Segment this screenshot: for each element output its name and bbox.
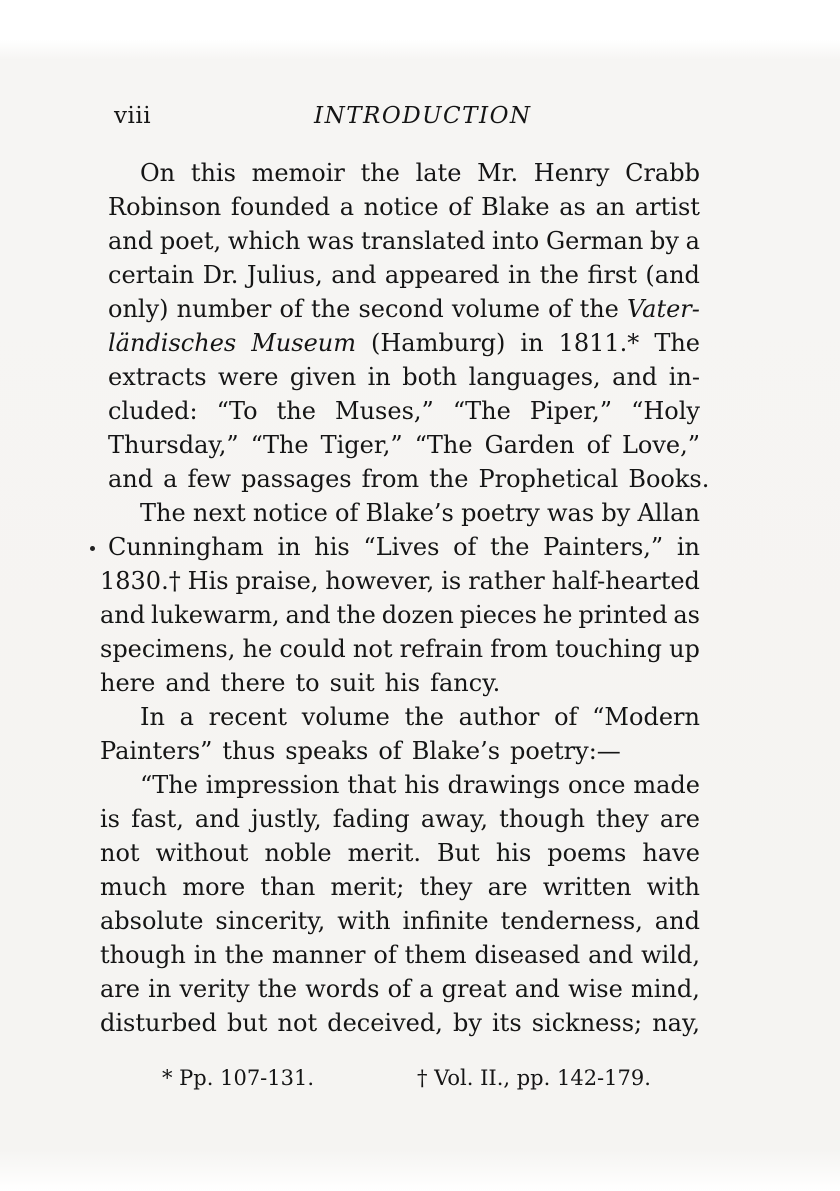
word: as [559, 193, 586, 221]
word: by [452, 1009, 482, 1037]
margin-mark [90, 546, 95, 551]
word: Books. [628, 465, 710, 493]
word: “Lives [363, 533, 440, 561]
word: his [404, 771, 440, 799]
text-line [100, 360, 700, 394]
word: are [100, 975, 140, 1003]
word: sickness; [531, 1009, 643, 1037]
word: “Holy [631, 397, 700, 425]
word: but [226, 1009, 268, 1037]
word: though [100, 941, 186, 969]
word: “The [452, 397, 511, 425]
word: and [588, 941, 634, 969]
word: the [311, 295, 351, 323]
word: in- [668, 363, 700, 391]
word: the [360, 159, 400, 187]
word: recent [208, 703, 288, 731]
word: wise [568, 975, 623, 1003]
word: verity [179, 975, 250, 1003]
word: Crabb [625, 159, 700, 187]
word: tenderness, [500, 907, 643, 935]
word: that [347, 771, 397, 799]
word: of [335, 499, 359, 527]
word: only) [108, 295, 169, 323]
word: cluded: [108, 397, 198, 425]
word: Thursday,” [108, 431, 239, 459]
word: Allan [637, 499, 700, 527]
word: 1811.* [558, 329, 640, 357]
word: of [448, 193, 472, 221]
word: a [419, 975, 434, 1003]
word: he [542, 601, 573, 629]
word: Blake’s [365, 499, 454, 527]
word: is [441, 567, 462, 595]
word: volume [451, 295, 540, 323]
word: of [378, 737, 402, 765]
word: words [305, 975, 380, 1003]
word: few [187, 465, 232, 493]
text-line [100, 224, 700, 258]
word: in [508, 261, 532, 289]
word: though [499, 805, 585, 833]
text-line [100, 598, 700, 632]
word: have [642, 839, 700, 867]
word: of [548, 295, 572, 323]
word: founded [230, 193, 331, 221]
word: passages [241, 465, 352, 493]
word: rather [468, 567, 545, 595]
word: with [337, 907, 391, 935]
word: merit; [330, 873, 405, 901]
word: without [155, 839, 249, 867]
word: the [257, 975, 298, 1003]
word: thus [222, 737, 276, 765]
word: Piper,” [529, 397, 612, 425]
word: of [554, 703, 578, 731]
text-line [100, 666, 700, 700]
word: the [336, 601, 376, 629]
word: poet, [159, 227, 222, 255]
word: disturbed [100, 1009, 217, 1037]
word: once [567, 771, 626, 799]
word: not [277, 1009, 318, 1037]
word: made [633, 771, 700, 799]
word: speaks [285, 737, 369, 765]
word: and [514, 975, 560, 1003]
word: poetry [461, 499, 540, 527]
page-header [110, 100, 710, 136]
word: given [289, 363, 357, 391]
word: notice [363, 193, 439, 221]
word: memoir [251, 159, 345, 187]
word: of [453, 533, 477, 561]
word: notice [252, 499, 328, 527]
word: fading [332, 805, 410, 833]
word: than [260, 873, 316, 901]
word: in [148, 975, 172, 1003]
text-line [100, 836, 700, 870]
word: the [579, 295, 619, 323]
word: a [339, 193, 355, 221]
text-line [100, 394, 700, 428]
word: sincerity, [215, 907, 326, 935]
word: Garden [484, 431, 575, 459]
word: his [384, 669, 421, 697]
word: are [487, 873, 528, 901]
word: the [429, 465, 469, 493]
word: Cunningham [108, 533, 264, 561]
text-line [100, 428, 700, 462]
word: and [612, 363, 658, 391]
text-line [100, 632, 700, 666]
text-line [100, 768, 700, 802]
word: artist [634, 193, 700, 221]
word: with [646, 873, 700, 901]
text-line [100, 802, 700, 836]
text-line [100, 496, 700, 530]
footnotes [162, 1063, 682, 1095]
word: Tiger,” [320, 431, 403, 459]
word: both [402, 363, 458, 391]
word: impression [205, 771, 340, 799]
word: late [415, 159, 462, 187]
word: (Hamburg) [371, 329, 506, 357]
word: volume [301, 703, 390, 731]
word: dozen [381, 601, 454, 629]
text-line [100, 564, 700, 598]
word: On [140, 159, 176, 187]
text-line [100, 938, 700, 972]
word: But [437, 839, 480, 867]
word: diseased [474, 941, 581, 969]
word: an [595, 193, 626, 221]
word: justly, [251, 805, 322, 833]
word: languages, [468, 363, 601, 391]
word: here [100, 669, 156, 697]
word: and [100, 601, 146, 629]
word: lukewarm, [151, 601, 280, 629]
word: the [404, 703, 444, 731]
word: more [182, 873, 246, 901]
word: are [659, 805, 700, 833]
word: In [140, 703, 165, 731]
word: and [654, 907, 700, 935]
word: in [520, 329, 544, 357]
word: author [458, 703, 540, 731]
word: a [179, 703, 194, 731]
word: the [224, 941, 264, 969]
word: next [192, 499, 246, 527]
word: Blake’s [411, 737, 501, 765]
word: of [586, 431, 610, 459]
word: of [279, 295, 303, 323]
word: a [163, 465, 178, 493]
text-line [100, 326, 700, 360]
word: his [495, 839, 532, 867]
word: “The [250, 431, 309, 459]
word: second [358, 295, 444, 323]
word: merit. [347, 839, 422, 867]
word: Prophetical [478, 465, 619, 493]
word: noble [264, 839, 332, 867]
word: a [685, 227, 700, 255]
text-line [100, 190, 700, 224]
word: Painters” [100, 737, 213, 765]
word: first [587, 261, 637, 289]
text-line [100, 1006, 700, 1040]
word: not [100, 839, 140, 867]
word: is [100, 805, 120, 833]
word: drawings [447, 771, 561, 799]
word: Muses,” [335, 397, 434, 425]
word: was [546, 499, 595, 527]
text-line [100, 904, 700, 938]
word: mind, [630, 975, 700, 1003]
word: specimens, [100, 635, 236, 663]
word: poems [547, 839, 627, 867]
word: great [441, 975, 507, 1003]
text-line [100, 734, 700, 768]
word: Robinson [108, 193, 222, 221]
word: the [539, 261, 579, 289]
word: Museum [251, 329, 356, 357]
word: number [176, 295, 272, 323]
word: printed [578, 601, 668, 629]
word: suit [329, 669, 375, 697]
word: “The [414, 431, 473, 459]
word: Love,” [621, 431, 700, 459]
word: nay, [652, 1009, 700, 1037]
word: them [404, 941, 467, 969]
word: The [140, 499, 186, 527]
word: and [285, 601, 331, 629]
word: poetry:— [510, 737, 621, 765]
word: translated [360, 227, 486, 255]
running-head: INTRODUCTION [314, 103, 532, 129]
word: Julius, [246, 261, 323, 289]
word: up [669, 635, 700, 663]
word: His [187, 567, 229, 595]
word: manner [271, 941, 366, 969]
word: was [307, 227, 355, 255]
footnote-2: † Vol. II., pp. 142-179. [417, 1066, 651, 1090]
word: Dr. [202, 261, 239, 289]
word: of [387, 975, 411, 1003]
word: from [361, 465, 420, 493]
word: infinite [402, 907, 489, 935]
word: as [673, 601, 700, 629]
word: and [194, 805, 241, 833]
word: his [314, 533, 350, 561]
word: not [352, 635, 393, 663]
word: the [276, 397, 316, 425]
word: certain [108, 261, 195, 289]
word: could [279, 635, 346, 663]
word: they [419, 873, 473, 901]
word: were [218, 363, 279, 391]
word: fancy. [430, 669, 501, 697]
text-line [100, 292, 700, 326]
word: “The [140, 771, 198, 799]
word: German [545, 227, 644, 255]
word: he [242, 635, 273, 663]
word: Mr. [477, 159, 519, 187]
word: in [193, 941, 217, 969]
word: much [100, 873, 168, 901]
word: praise, [235, 567, 319, 595]
word: written [542, 873, 632, 901]
text-line [100, 870, 700, 904]
word: The [654, 329, 700, 357]
word: in [367, 363, 391, 391]
word: refrain [399, 635, 484, 663]
word: and [165, 669, 211, 697]
page-number: viii [114, 103, 152, 129]
word: there [220, 669, 286, 697]
word: 1830.† [100, 567, 181, 595]
word: from [490, 635, 548, 663]
word: “Modern [592, 703, 700, 731]
body-text [100, 156, 710, 1040]
word: fast, [131, 805, 184, 833]
word: to [295, 669, 320, 697]
text-line [100, 972, 700, 1006]
word: and [331, 261, 377, 289]
word: in [676, 533, 700, 561]
text-line [100, 530, 700, 564]
word: however, [325, 567, 435, 595]
text-line [100, 700, 700, 734]
word: in [277, 533, 301, 561]
text-line [100, 156, 700, 190]
word: touching [554, 635, 662, 663]
word: pieces [459, 601, 537, 629]
word: Painters,” [543, 533, 664, 561]
text-line [100, 258, 700, 292]
word: this [190, 159, 236, 187]
word: which [227, 227, 301, 255]
word: Blake [481, 193, 550, 221]
word: and [108, 227, 154, 255]
word: into [492, 227, 540, 255]
word: absolute [100, 907, 204, 935]
word: extracts [108, 363, 207, 391]
text-line [100, 462, 710, 496]
word: Henry [533, 159, 610, 187]
word: ländisches [108, 329, 237, 357]
word: its [492, 1009, 522, 1037]
word: by [601, 499, 631, 527]
word: half-hearted [551, 567, 700, 595]
word: appeared [384, 261, 500, 289]
word: of [373, 941, 397, 969]
word: “To [216, 397, 258, 425]
word: away, [420, 805, 489, 833]
footnote-1: * Pp. 107-131. [162, 1066, 315, 1090]
word: by [650, 227, 679, 255]
word: the [490, 533, 530, 561]
word: they [595, 805, 649, 833]
word: deceived, [327, 1009, 443, 1037]
word: wild, [641, 941, 700, 969]
word: (and [645, 261, 700, 289]
word: and [108, 465, 154, 493]
word: Vater- [627, 295, 700, 323]
